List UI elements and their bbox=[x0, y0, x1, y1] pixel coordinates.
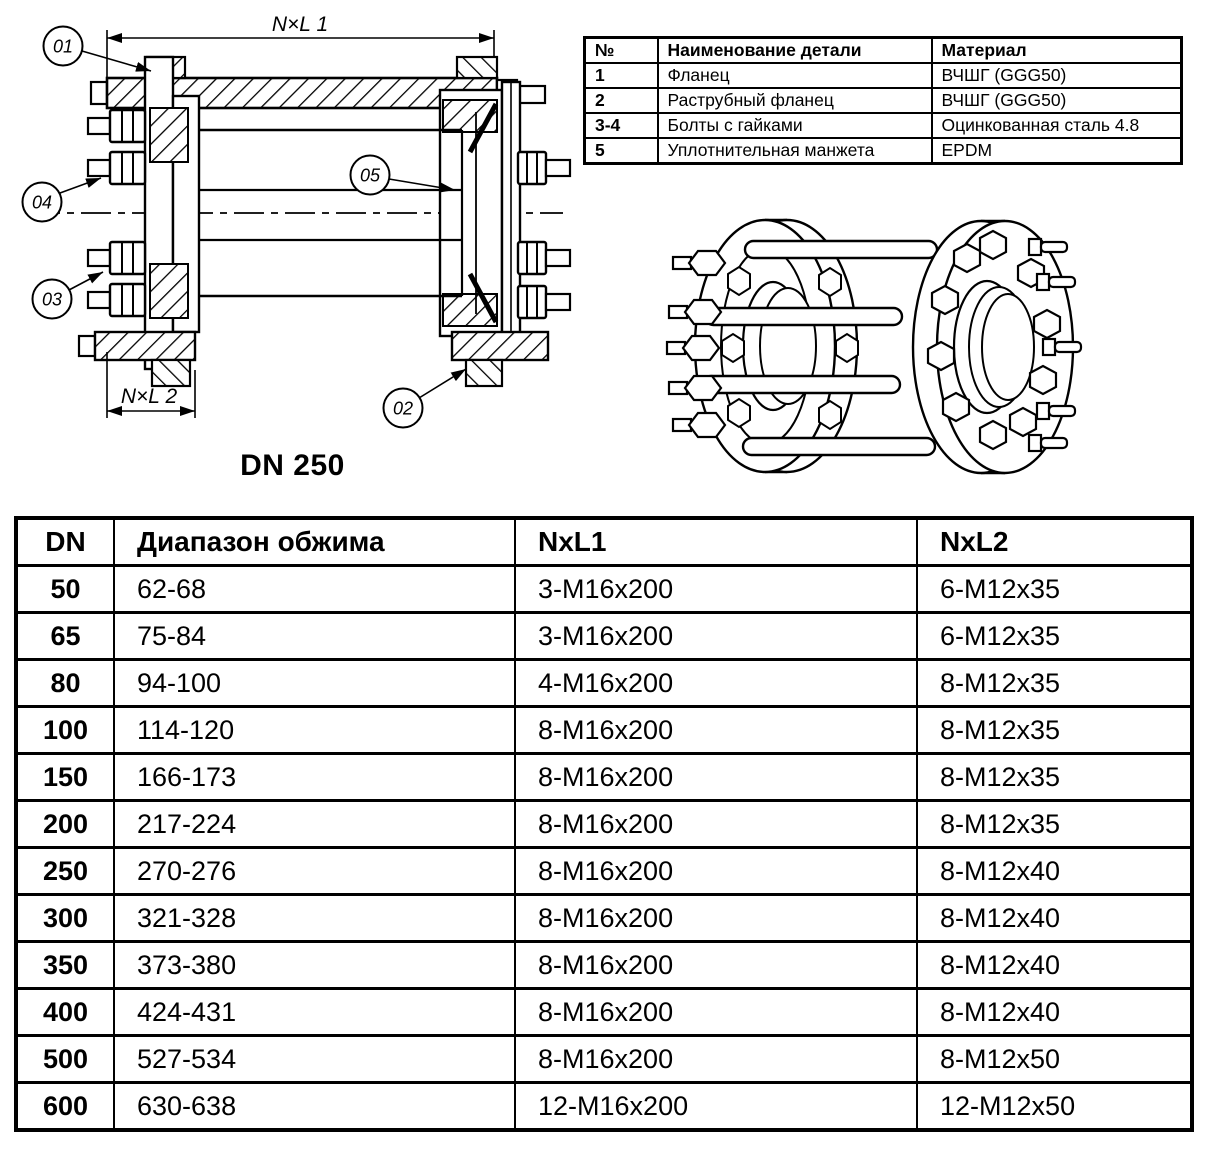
table-cell: 500 bbox=[16, 1036, 114, 1083]
table-row bbox=[16, 707, 1192, 754]
table-cell: 373-380 bbox=[114, 942, 515, 989]
callout-02 bbox=[384, 369, 467, 428]
table-cell: Фланец bbox=[658, 63, 932, 88]
table-cell: ВЧШГ (GGG50) bbox=[932, 88, 1182, 113]
table-cell: 65 bbox=[16, 613, 114, 660]
parts-table-header-row bbox=[585, 38, 1182, 64]
tie-bolt-bottom bbox=[79, 332, 548, 386]
table-row bbox=[16, 1036, 1192, 1083]
hex-bolt bbox=[518, 242, 570, 274]
table-row bbox=[16, 660, 1192, 707]
table-cell: 80 bbox=[16, 660, 114, 707]
callout-04-label: 04 bbox=[31, 192, 53, 213]
callout-04 bbox=[23, 178, 102, 222]
callout-03-label: 03 bbox=[41, 289, 63, 310]
cross-section-drawing bbox=[0, 0, 580, 500]
table-cell: 3-M16x200 bbox=[515, 566, 917, 613]
table-cell: 270-276 bbox=[114, 848, 515, 895]
table-cell: 8-M16x200 bbox=[515, 801, 917, 848]
table-cell: 630-638 bbox=[114, 1083, 515, 1131]
table-cell: Оцинкованная сталь 4.8 bbox=[932, 113, 1182, 138]
table-cell: Болты с гайками bbox=[658, 113, 932, 138]
table-cell: 8-M12x35 bbox=[917, 801, 1192, 848]
dimension-nxl2-label: N×L 2 bbox=[120, 385, 178, 408]
table-cell: 527-534 bbox=[114, 1036, 515, 1083]
table-cell: EPDM bbox=[932, 138, 1182, 164]
table-row bbox=[16, 942, 1192, 989]
hex-bolt bbox=[88, 284, 145, 316]
table-cell: 150 bbox=[16, 754, 114, 801]
table-cell: 8-M16x200 bbox=[515, 895, 917, 942]
callout-05-label: 05 bbox=[359, 165, 381, 186]
table-cell: 12-M16x200 bbox=[515, 1083, 917, 1131]
table-cell: 6-M12x35 bbox=[917, 566, 1192, 613]
hex-bolt bbox=[88, 242, 145, 274]
table-cell: 300 bbox=[16, 895, 114, 942]
table-cell: 3-4 bbox=[585, 113, 658, 138]
table-cell: 600 bbox=[16, 1083, 114, 1131]
table-cell: 8-M16x200 bbox=[515, 989, 917, 1036]
table-cell: 94-100 bbox=[114, 660, 515, 707]
table-cell: 6-M12x35 bbox=[917, 613, 1192, 660]
table-cell: 321-328 bbox=[114, 895, 515, 942]
size-header-nxl2: NxL2 bbox=[917, 518, 1192, 566]
hex-bolt bbox=[518, 286, 570, 318]
parts-header-num: № bbox=[585, 38, 658, 64]
table-cell: 8-M12x35 bbox=[917, 660, 1192, 707]
table-cell: Уплотнительная манжета bbox=[658, 138, 932, 164]
table-cell: ВЧШГ (GGG50) bbox=[932, 63, 1182, 88]
flange-right-socket bbox=[440, 82, 520, 344]
table-row bbox=[16, 613, 1192, 660]
table-cell: 8-M12x40 bbox=[917, 848, 1192, 895]
table-row bbox=[16, 566, 1192, 613]
table-row bbox=[16, 848, 1192, 895]
table-cell: 8-M16x200 bbox=[515, 848, 917, 895]
table-cell: 114-120 bbox=[114, 707, 515, 754]
parts-header-material: Материал bbox=[932, 38, 1182, 64]
table-cell: 166-173 bbox=[114, 754, 515, 801]
callout-01-label: 01 bbox=[52, 36, 74, 57]
table-cell: 217-224 bbox=[114, 801, 515, 848]
callout-02-label: 02 bbox=[392, 398, 414, 419]
flange-left bbox=[145, 57, 199, 369]
isometric-view bbox=[645, 195, 1195, 495]
table-cell: 250 bbox=[16, 848, 114, 895]
table-cell: 1 bbox=[585, 63, 658, 88]
table-cell: 200 bbox=[16, 801, 114, 848]
table-row bbox=[16, 754, 1192, 801]
table-row bbox=[585, 88, 1182, 113]
callout-01 bbox=[44, 27, 152, 72]
parts-table bbox=[583, 36, 1183, 165]
table-cell: 3-M16x200 bbox=[515, 613, 917, 660]
table-row bbox=[16, 801, 1192, 848]
table-cell: 8-M12x40 bbox=[917, 989, 1192, 1036]
table-cell: 5 bbox=[585, 138, 658, 164]
table-cell: 50 bbox=[16, 566, 114, 613]
table-cell: Раструбный фланец bbox=[658, 88, 932, 113]
table-cell: 12-M12x50 bbox=[917, 1083, 1192, 1131]
parts-header-name: Наименование детали bbox=[658, 38, 932, 64]
hex-bolt bbox=[518, 152, 570, 184]
table-cell: 8-M12x40 bbox=[917, 895, 1192, 942]
table-cell: 8-M16x200 bbox=[515, 942, 917, 989]
table-cell: 62-68 bbox=[114, 566, 515, 613]
table-row bbox=[585, 138, 1182, 164]
table-row bbox=[16, 989, 1192, 1036]
dimension-nxl1-label: N×L 1 bbox=[271, 13, 329, 36]
size-header-nxl1: NxL1 bbox=[515, 518, 917, 566]
table-row bbox=[16, 895, 1192, 942]
table-cell: 8-M16x200 bbox=[515, 754, 917, 801]
table-cell: 350 bbox=[16, 942, 114, 989]
hex-bolt bbox=[88, 110, 145, 142]
size-table-header-row bbox=[16, 518, 1192, 566]
size-table bbox=[14, 516, 1194, 1132]
table-cell: 100 bbox=[16, 707, 114, 754]
table-cell: 8-M12x35 bbox=[917, 754, 1192, 801]
table-row bbox=[585, 63, 1182, 88]
bolts-right bbox=[518, 152, 570, 318]
table-cell: 400 bbox=[16, 989, 114, 1036]
table-cell: 8-M12x50 bbox=[917, 1036, 1192, 1083]
table-cell: 8-M16x200 bbox=[515, 1036, 917, 1083]
table-cell: 75-84 bbox=[114, 613, 515, 660]
drawing-title: DN 250 bbox=[240, 449, 345, 482]
table-cell: 8-M12x35 bbox=[917, 707, 1192, 754]
table-cell: 2 bbox=[585, 88, 658, 113]
table-cell: 4-M16x200 bbox=[515, 660, 917, 707]
table-row bbox=[16, 1083, 1192, 1131]
table-cell: 8-M16x200 bbox=[515, 707, 917, 754]
table-row bbox=[585, 113, 1182, 138]
size-header-range: Диапазон обжима bbox=[114, 518, 515, 566]
table-cell: 424-431 bbox=[114, 989, 515, 1036]
size-header-dn: DN bbox=[16, 518, 114, 566]
table-cell: 8-M12x40 bbox=[917, 942, 1192, 989]
